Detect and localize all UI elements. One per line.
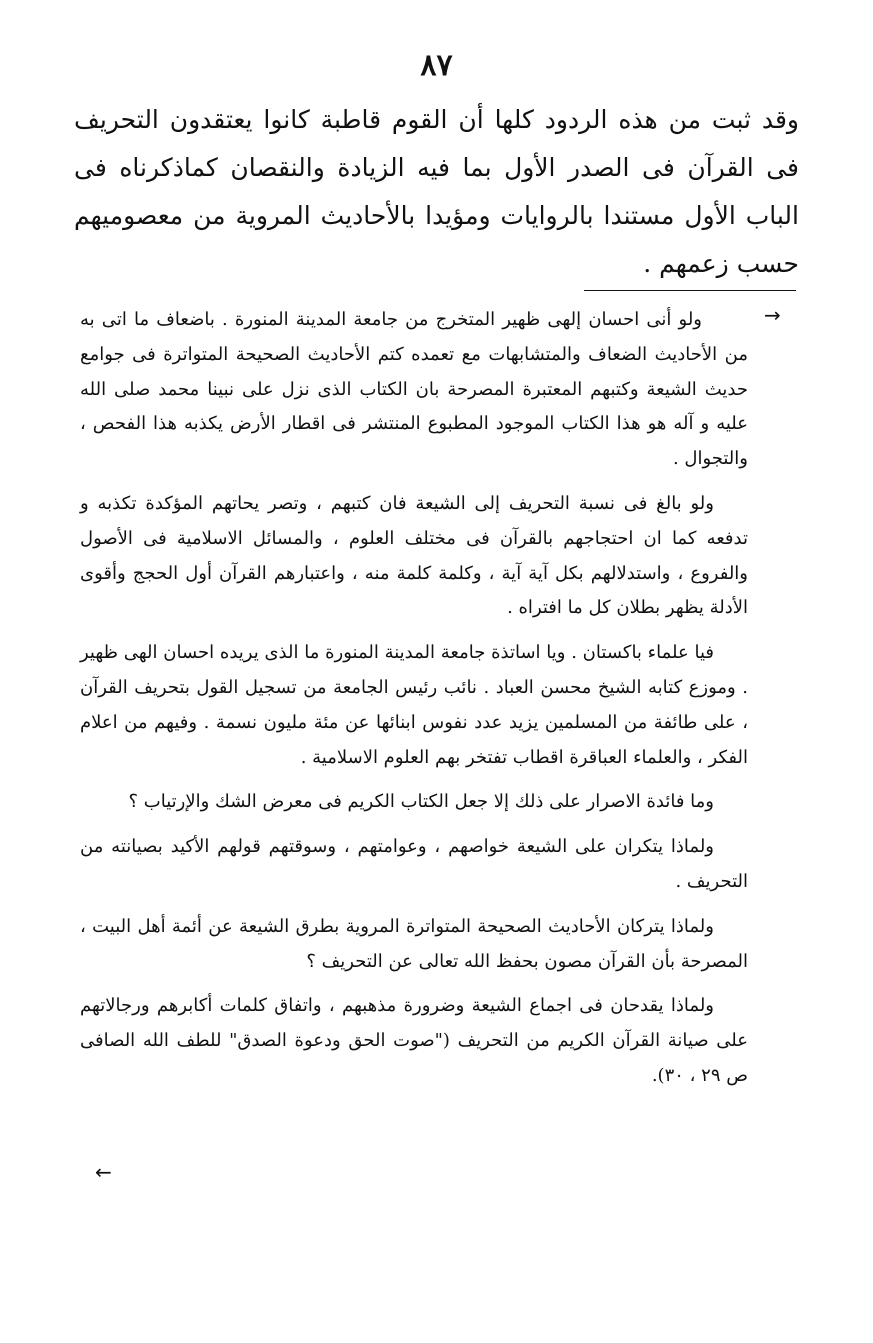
footnote-end-arrow-icon: ← <box>95 1160 112 1184</box>
footnote-paragraph: ولو بالغ فى نسبة التحريف إلى الشيعة فان كتبهم ، وتصر يحاتهم المؤكدة تكذبه و تدفعه كما ان احتجاجهم بالقرآن فى مختلف العلوم ، والمسائل الاسلامية فى الأصول والفروع ، واستدلالهم بكل آية آية ، وكلمة كلمة منه ، واعتبارهم القرآن أول الحجج وأقوى الأدلة يظهر بطلان كل ما افتراه . <box>80 492 748 619</box>
footnote-paragraph: ولو أنى احسان إلهى ظهير المتخرج من جامعة المدينة المنورة . باضعاف ما اتى به من الأحاديث الضعاف والمتشابهات مع تعمده كتم الأحاديث الصحيحة المتواترة فى جوامع حديث الشيعة وكتبهم المعتبرة المصرحة بان الكتاب الذى نزل على نبينا محمد صلى الله عليه و آله هو هذا الكتاب الموجود المطبوع المنتشر فى اقطار الأرض يكذبه هذا الفحص ، والتجوال . <box>80 309 748 470</box>
footnote-continuation-arrow-icon: → <box>764 303 781 327</box>
footnote-separator-rule <box>584 290 796 291</box>
footnote-paragraph: ولماذا يتركان الأحاديث الصحيحة المتواترة المروية بطرق الشيعة عن أئمة أهل البيت ، المصرحة بأن القرآن مصون بحفظ الله تعالى عن التحريف ؟ <box>80 915 748 972</box>
footnotes-section <box>80 303 748 1104</box>
footnote-paragraph: فيا علماء باكستان . ويا اساتذة جامعة المدينة المنورة ما الذى يريده احسان الهى ظهير . وموزع كتابه الشيخ محسن العباد . نائب رئيس الجامعة من تسجيل القول بتحريف القرآن ، على طائفة من المسلمين يزيد عدد نفوس ابنائها عن مئة مليون نسمة . وفيهم من اعلام الفكر ، والعلماء العباقرة اقطاب تفتخر بهم العلوم الاسلامية . <box>80 642 748 768</box>
main-paragraph: وقد ثبت من هذه الردود كلها أن القوم قاطبة كانوا يعتقدون التحريف فى القرآن فى الصدر الأول بما فيه الزيادة والنقصان كماذكرناه فى الباب الأول مستندا بالروايات ومؤيدا بالأحاديث المروية من معصوميهم حسب زعمهم . <box>74 105 799 278</box>
page-number: ٨٧ <box>420 48 453 83</box>
footnote-paragraph: وما فائدة الاصرار على ذلك إلا جعل الكتاب الكريم فى معرض الشك والإرتياب ؟ <box>128 791 714 813</box>
footnote-paragraph: ولماذا يقدحان فى اجماع الشيعة وضرورة مذهبهم ، واتفاق كلمات أكابرهم ورجالاتهم على صيانة القرآن الكريم من التحريف ("صوت الحق ودعوة الصدق" للطف الله الصافى ص ٢٩ ، ٣٠). <box>80 995 748 1086</box>
footnote-paragraph: ولماذا يتكران على الشيعة خواصهم ، وعوامتهم ، وسوقتهم قولهم الأكيد بصيانته من التحريف . <box>80 836 748 892</box>
